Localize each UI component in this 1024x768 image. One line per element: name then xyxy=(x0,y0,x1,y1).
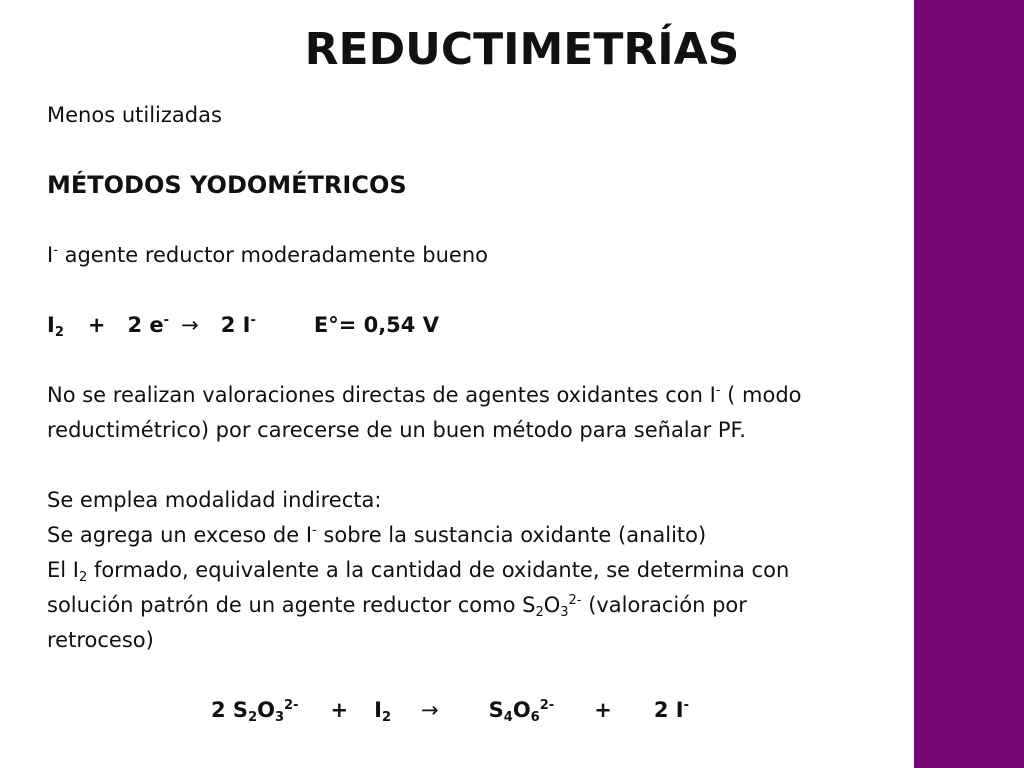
subtitle: Menos utilizadas xyxy=(47,103,222,127)
plus-sign: + xyxy=(87,313,106,337)
paragraph1-line2: reductimétrico) por carecerse de un buen método para señalar PF. xyxy=(47,418,746,442)
text: Se agrega un exceso de I xyxy=(47,523,313,547)
intro-line xyxy=(47,238,907,273)
subscript: 3 xyxy=(560,604,569,620)
subscript: 4 xyxy=(503,709,513,725)
subscript: 3 xyxy=(274,709,285,725)
charge: - xyxy=(715,383,721,399)
final-reaction xyxy=(47,693,907,728)
thiosulfate-coef: 2 S xyxy=(211,698,249,722)
text: ( modo xyxy=(720,383,802,407)
intro-text: agente reductor moderadamente bueno xyxy=(57,243,488,267)
charge: - xyxy=(683,698,689,714)
charge: - xyxy=(312,523,317,539)
paragraph2-line1: Se emplea modalidad indirecta: xyxy=(47,488,382,512)
paragraph1-line1 xyxy=(47,378,907,413)
tetrathionate-o: O xyxy=(512,698,531,722)
subscript: 2 xyxy=(248,709,258,725)
paragraph2-line4 xyxy=(47,588,907,623)
text: El I xyxy=(47,558,79,582)
electrons: 2 e xyxy=(127,313,164,337)
charge: 2- xyxy=(284,698,299,714)
charge: 2- xyxy=(539,698,555,714)
arrow: → xyxy=(181,313,199,337)
product-charge: - xyxy=(250,313,256,329)
iodide-charge: - xyxy=(53,243,58,259)
subscript: 2 xyxy=(78,569,88,585)
paragraph2-line5: retroceso) xyxy=(47,628,154,652)
reactant: I xyxy=(47,313,55,337)
text: (valoración por xyxy=(581,593,747,617)
plus-sign: + xyxy=(594,698,612,722)
text: O xyxy=(543,593,561,617)
plus-sign: + xyxy=(330,698,349,722)
paragraph2-line3 xyxy=(47,553,907,588)
iodide: 2 I xyxy=(653,698,684,722)
subscript: 2 xyxy=(535,604,544,620)
subscript: 6 xyxy=(530,709,540,725)
text: solución patrón de un agente reductor como S xyxy=(47,593,536,617)
subscript: 2 xyxy=(381,709,392,725)
slide-content xyxy=(47,98,907,728)
product: 2 I xyxy=(220,313,251,337)
section-heading: MÉTODOS YODOMÉTRICOS xyxy=(47,171,407,199)
page-title: REDUCTIMETRÍAS xyxy=(304,24,740,75)
half-reaction xyxy=(47,308,907,343)
charge: 2- xyxy=(568,593,582,609)
tetrathionate-s: S xyxy=(488,698,504,722)
iodide-symbol: I xyxy=(47,243,54,267)
reactant-subscript: 2 xyxy=(54,324,64,340)
text: sobre la sustancia oxidante (analito) xyxy=(316,523,707,547)
iodine: I xyxy=(374,698,382,722)
text: formado, equivalente a la cantidad de oxidante, se determina con xyxy=(87,558,790,582)
standard-potential: E°= 0,54 V xyxy=(313,313,439,337)
arrow: → xyxy=(421,698,439,722)
purple-sidebar xyxy=(914,0,1024,768)
oxygen: O xyxy=(257,698,275,722)
text: No se realizan valoraciones directas de agentes oxidantes con I xyxy=(47,383,716,407)
paragraph2-line2 xyxy=(47,518,907,553)
electron-charge: - xyxy=(163,313,170,329)
